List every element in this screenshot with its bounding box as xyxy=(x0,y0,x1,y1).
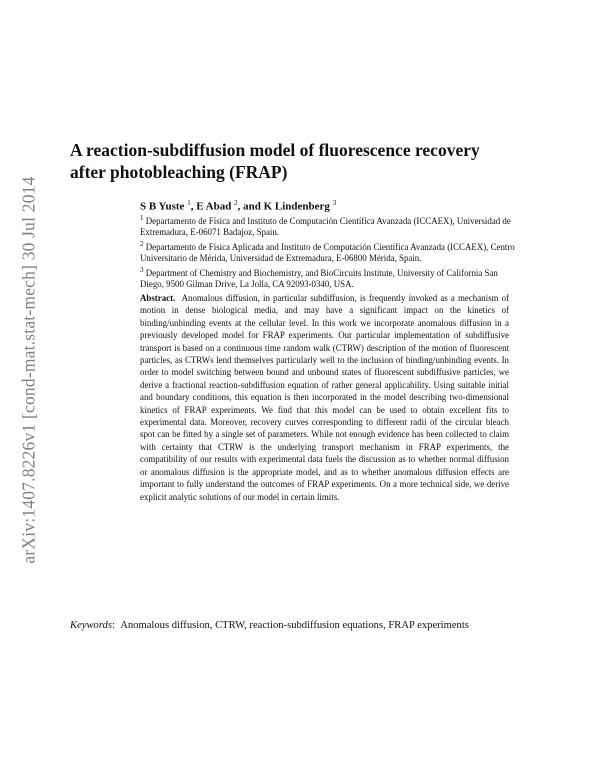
affiliation-text: Department of Chemistry and Biochemistry, and BioCircuits Institute, University of California San Diego, 9500 Gilman Drive, La Jolla, CA 92093-0340, USA. xyxy=(140,267,498,290)
arxiv-identifier-stamp xyxy=(14,150,44,590)
arxiv-identifier-text: arXiv:1407.8226v1 [cond-mat.stat-mech] 30 Jul 2014 xyxy=(18,176,39,564)
paper-title: A reaction-subdiffusion model of fluorescence recovery after photobleaching (FRAP) xyxy=(70,140,480,182)
author-name: S B Yuste xyxy=(140,200,185,213)
author-separator: , xyxy=(190,200,197,213)
author-list xyxy=(140,196,336,214)
author-affiliation-mark: 2 xyxy=(234,199,238,207)
keywords: Keywords: Anomalous diffusion, CTRW, reaction-subdiffusion equations, FRAP experiments xyxy=(70,620,469,631)
affiliation-list xyxy=(140,213,520,291)
abstract-label: Abstract. xyxy=(140,293,176,303)
author-name: K Lindenberg xyxy=(263,200,330,213)
keywords-text: Anomalous diffusion, CTRW, reaction-subdiffusion equations, FRAP experiments xyxy=(120,620,469,631)
affiliation-item xyxy=(140,265,520,291)
abstract-text: Anomalous diffusion, in particular subdiffusion, is frequently invoked as a mechanism of motion in dense biological media, and may have a significant impact on the kinetics of binding/unbinding events at the cellular level. In this work we incorporate anomalous diffusion in a previously developed model for FRAP experiments. Our particular implementation of subdiffusive transport is based on a continuous time random walk (CTRW) description of the motion of fluorescent particles, as CTRWs lend themselves particularly well to the inclusion of binding/unbinding events. In order to model switching between bound and unbound states of fluorescent subdiffusive particles, we derive a fractional reaction-subdiffusion equation of rather general applicability. Using suitable initial and boundary conditions, this equation is then incorporated in the model describing two-dimensional kinetics of FRAP experiments. We find that this model can be used to obtain excellent fits to experimental data. Moreover, recovery curves corresponding to different radii of the circular bleach spot can be fitted by a single set of parameters. While not enough evidence has been collected to claim with certainty that CTRW is the underlying transport mechanism in FRAP experiments, the compatibility of our results with experimental data fuels the discussion as to whether normal diffusion or anomalous diffusion is the appropriate model, and as to whether anomalous diffusion effects are important to fully understand the outcomes of FRAP experiments. On a more technical side, we derive explicit analytic solutions of our model in certain limits. xyxy=(140,293,510,502)
affiliation-item xyxy=(140,213,520,239)
author-separator: , and xyxy=(237,200,264,213)
affiliation-text: Departamento de Física and Instituto de Computación Científica Avanzada (ICCAEX), Universidad de Extremadura, E-06071 Badajoz, Spain. xyxy=(140,215,511,238)
affiliation-text: Departamento de Física Aplicada and Instituto de Computación Científica Avanzada (ICCAEX), Centro Universitario de Mérida, Universidad de Extremadura, E-06800 Mérida, Spain. xyxy=(140,241,515,264)
affiliation-mark: 2 xyxy=(140,239,144,248)
author-affiliation-mark: 1 xyxy=(187,199,191,207)
affiliation-mark: 1 xyxy=(140,214,144,222)
author-affiliation-mark: 3 xyxy=(332,199,337,207)
abstract xyxy=(140,292,509,503)
affiliation-item xyxy=(140,239,520,265)
keywords-label: Keywords xyxy=(70,620,112,631)
author-name: E Abad xyxy=(196,200,232,213)
affiliation-mark: 3 xyxy=(140,265,144,274)
